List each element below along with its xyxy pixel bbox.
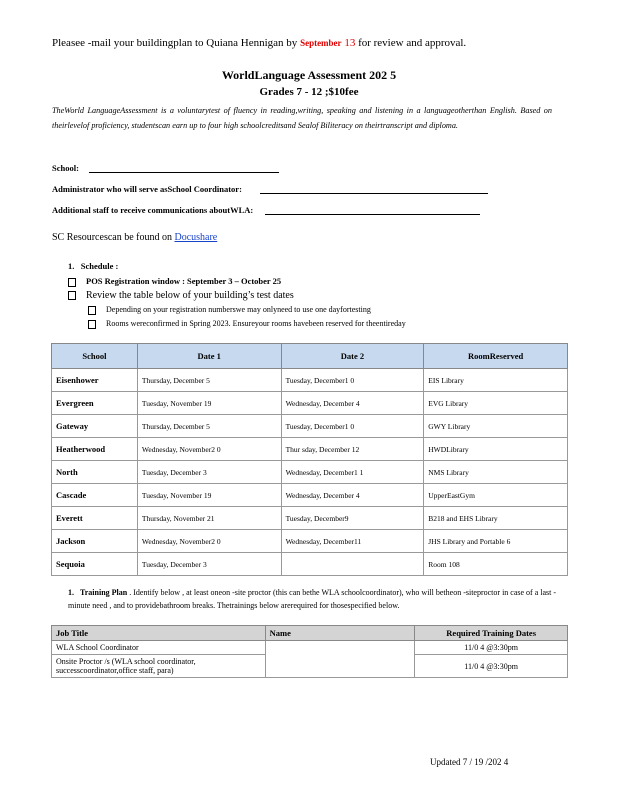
training-heading: Training Plan — [80, 588, 128, 597]
table-row — [52, 530, 568, 553]
cell: Thursday, November 21 — [137, 507, 281, 530]
col-header: Name — [265, 626, 415, 641]
cell: North — [52, 461, 138, 484]
cell: JHS Library and Portable 6 — [424, 530, 568, 553]
sub2-text: Rooms wereconfirmed in Spring 2023. Ensureyour rooms havebeen reserved for theentireday — [106, 319, 406, 328]
pos-bullet — [68, 276, 281, 287]
cell: Wednesday, December 4 — [281, 484, 424, 507]
cell: Everett — [52, 507, 138, 530]
schedule-label: Schedule : — [80, 261, 119, 271]
sub1-text: Depending on your registration numberswe may onlyneed to use one dayfortesting — [106, 305, 371, 314]
training-section — [68, 586, 558, 612]
cell: HWDLibrary — [424, 438, 568, 461]
cell: Onsite Proctor /s (WLA school coordinator, successcoordinator,office staff, para) — [52, 655, 266, 678]
checkbox-icon — [88, 306, 96, 315]
test-dates-table — [51, 343, 568, 576]
training-table — [51, 625, 568, 678]
docushare-link[interactable]: Docushare — [174, 232, 218, 243]
school-row — [52, 163, 279, 173]
cell: GWY Library — [424, 415, 568, 438]
sub-bullet-2 — [88, 319, 406, 329]
cell: Tuesday, November 19 — [137, 484, 281, 507]
cell: Room 108 — [424, 553, 568, 576]
checkbox-icon — [68, 278, 76, 287]
name-cell[interactable] — [265, 641, 415, 678]
grades-fee: Grades 7 - 12 ;$10fee — [259, 86, 359, 98]
cell: Sequoia — [52, 553, 138, 576]
cell: Thursday, December 5 — [137, 369, 281, 392]
table-row — [52, 461, 568, 484]
cell: Tuesday, December1 0 — [281, 415, 424, 438]
instruction-suffix: for review and approval. — [358, 37, 467, 49]
cell: 11/0 4 @3:30pm — [415, 655, 568, 678]
cell: EVG Library — [424, 392, 568, 415]
schedule-heading — [68, 261, 118, 271]
updated-date: Updated 7 / 19 /202 4 — [430, 757, 509, 767]
training-number: 1. — [68, 588, 74, 597]
cell: Thursday, December 5 — [137, 415, 281, 438]
cell: Tuesday, December 3 — [137, 461, 281, 484]
cell: Tuesday, December9 — [281, 507, 424, 530]
table-row — [52, 507, 568, 530]
cell: 11/0 4 @3:30pm — [415, 641, 568, 655]
additional-field[interactable] — [265, 213, 480, 215]
additional-label: Additional staff to receive communications aboutWLA: — [52, 205, 254, 215]
review-bullet — [68, 290, 294, 301]
table-row — [52, 553, 568, 576]
school-label: School: — [52, 163, 79, 173]
table-row — [52, 641, 568, 655]
cell: Tuesday, December 3 — [137, 553, 281, 576]
training-text: . Identify below , at least oneon -site proctor (this can bethe WLA schoolcoordinator), who will betheon -siteproctor in case of a last -minute need , and to providebathroom breaks. Thetrainings below arerequired for thosespecified below. — [68, 588, 557, 610]
cell: Wednesday, December11 — [281, 530, 424, 553]
table-row — [52, 484, 568, 507]
cell: Eisenhower — [52, 369, 138, 392]
cell: Cascade — [52, 484, 138, 507]
checkbox-icon — [68, 291, 76, 300]
cell: Evergreen — [52, 392, 138, 415]
cell: Wednesday, November2 0 — [137, 530, 281, 553]
admin-field[interactable] — [260, 192, 488, 194]
instruction-prefix: Pleasee -mail your buildingplan to Quiana Hennigan by — [52, 37, 298, 49]
col-header: Date 1 — [137, 344, 281, 369]
resources-text: SC Resourcescan be found on — [52, 232, 172, 243]
cell: Wednesday, December 4 — [281, 392, 424, 415]
schedule-number: 1. — [68, 261, 75, 271]
sub-bullet-1 — [88, 305, 371, 315]
cell: EIS Library — [424, 369, 568, 392]
resources-line — [52, 232, 217, 243]
col-header: RoomReserved — [424, 344, 568, 369]
additional-row — [52, 205, 480, 215]
deadline-month: September — [300, 38, 342, 48]
table-row — [52, 415, 568, 438]
col-header: Job Title — [52, 626, 266, 641]
table-row — [52, 438, 568, 461]
cell: Thur sday, December 12 — [281, 438, 424, 461]
instruction-line — [52, 37, 466, 49]
deadline-day: 13 — [344, 37, 356, 49]
cell: UpperEastGym — [424, 484, 568, 507]
cell: Wednesday, December1 1 — [281, 461, 424, 484]
table-row — [52, 369, 568, 392]
school-field[interactable] — [89, 171, 279, 173]
col-header: School — [52, 344, 138, 369]
description: TheWorld LanguageAssessment is a voluntarytest of fluency in reading,writing, speaking and listening in a languageotherthan English. Based on theirlevelof proficiency, studentscan earn up to four high schoolcreditsand Sealof Biliteracy on theirtranscript and diploma. — [52, 106, 552, 130]
cell: Wednesday, November2 0 — [137, 438, 281, 461]
cell: NMS Library — [424, 461, 568, 484]
col-header: Date 2 — [281, 344, 424, 369]
cell: Tuesday, December1 0 — [281, 369, 424, 392]
cell: Jackson — [52, 530, 138, 553]
cell: B218 and EHS Library — [424, 507, 568, 530]
pos-window: POS Registration window : September 3 – October 25 — [86, 276, 282, 286]
col-header: Required Training Dates — [415, 626, 568, 641]
cell: Gateway — [52, 415, 138, 438]
cell — [281, 553, 424, 576]
table-header-row — [52, 626, 568, 641]
cell: WLA School Coordinator — [52, 641, 266, 655]
admin-row — [52, 184, 488, 194]
table-header-row — [52, 344, 568, 369]
table-row — [52, 392, 568, 415]
review-text: Review the table below of your building’s test dates — [86, 290, 294, 301]
checkbox-icon — [88, 320, 96, 329]
cell: Tuesday, November 19 — [137, 392, 281, 415]
cell: Heatherwood — [52, 438, 138, 461]
page-title: WorldLanguage Assessment 202 5 — [221, 68, 397, 82]
admin-label: Administrator who will serve asSchool Coordinator: — [52, 184, 242, 194]
